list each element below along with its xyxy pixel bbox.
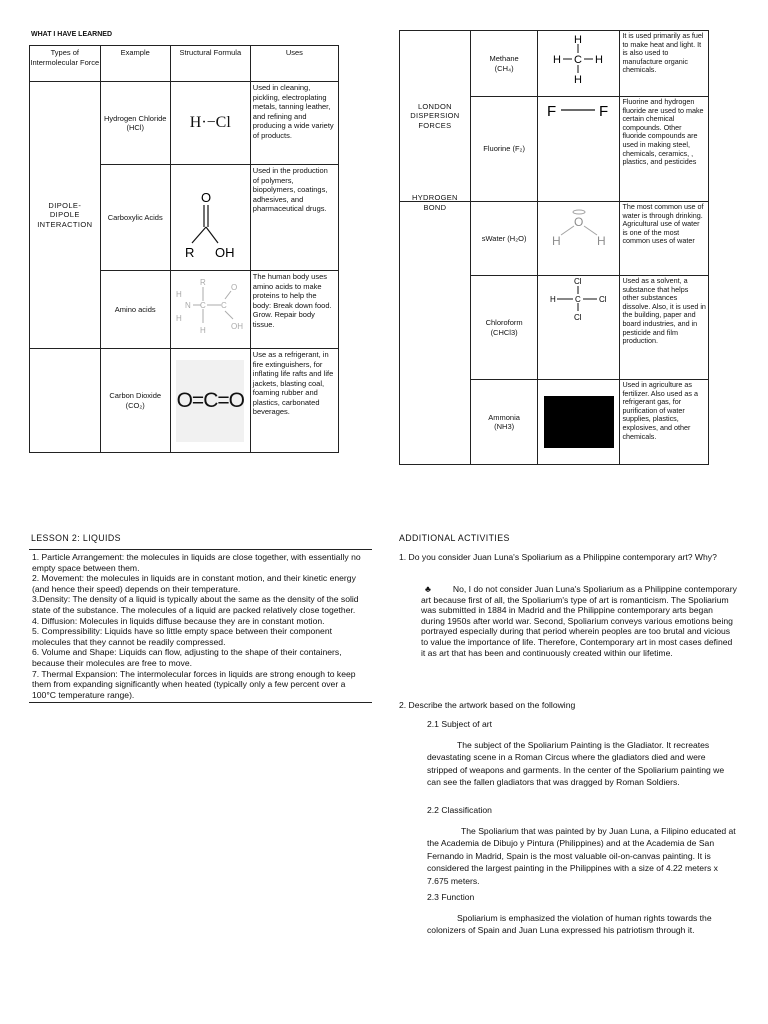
- atom-label: H: [552, 54, 561, 66]
- example-carboxylic-acids: Carboxylic Acids: [100, 165, 170, 271]
- header-type: Types of Intermolecular Force: [30, 46, 101, 82]
- subsection-2-2: [427, 805, 737, 888]
- subsection-text: The subject of the Spoliarium Painting is the Gladiator. It recreates devastating scene in a Roman Circus where the gladiators died and were stripped of weapons and garments. In the center of the Spoliarium painting we can see the fallen gladiators that was dragged by Roman Soldiers.: [427, 739, 725, 788]
- subsection-heading: 2.1 Subject of art: [427, 719, 492, 729]
- example-fluorine: Fluorine (F₂): [470, 97, 538, 202]
- atom-label: H: [549, 295, 556, 304]
- section-title: WHAT I HAVE LEARNED: [31, 31, 113, 38]
- subsection-heading: 2.2 Classification: [427, 805, 492, 815]
- additional-activities-title: ADDITIONAL ACTIVITIES: [399, 533, 510, 543]
- list-item: 5. Compressibility: Liquids have so little empty space between their component molecules that they cannot be readily compressed.: [32, 626, 332, 647]
- atom-label: H: [573, 34, 582, 46]
- example-water: sWater (H₂O): [470, 202, 538, 276]
- atom-label: O: [230, 283, 238, 292]
- atom-label: O: [573, 215, 584, 229]
- subsection-text: Spoliarium is emphasized the violation of human rights towards the colonizers of Spain and Juan Luna expressed his patriotism through it.: [427, 912, 712, 936]
- lesson-liquids-box: [29, 549, 372, 703]
- atom-label: C: [220, 301, 227, 310]
- formula-water: [538, 202, 620, 276]
- atom-label: O: [200, 190, 211, 205]
- atom-label: H: [175, 290, 182, 299]
- formula-methane: [538, 31, 620, 97]
- group-dipole-dipole: DIPOLE- DIPOLE INTERACTION: [30, 82, 101, 349]
- atom-label: R: [184, 245, 195, 260]
- atom-label: C: [573, 54, 582, 66]
- uses-methane: It is used primarily as fuel to make heat and light. It is also used to manufacture organic chemicals.: [620, 31, 709, 97]
- uses-fluorine: Fluorine and hydrogen fluoride are used to make certain chemical compounds. Other fluoride compounds are used in making steel, chemicals, ceramics, , plastics, and pesticides: [620, 97, 709, 202]
- atom-label: H: [596, 234, 606, 248]
- list-item: 3.Density: The density of a liquid is typically about the same as the density of the solid state of the substance. The molecules of a liquid are packed relatively close together.: [32, 594, 359, 615]
- club-bullet-icon: ♣: [425, 584, 431, 594]
- list-item: 7. Thermal Expansion: The intermolecular forces in liquids are strong enough to keep them from expanding significantly when heated (typically only a few percent over a 100°C temperature range).: [32, 668, 356, 700]
- list-item: 6. Volume and Shape: Liquids can flow, adjusting to the shape of their containers, because their molecules are free to move.: [32, 647, 342, 668]
- atom-label: Cl: [598, 295, 607, 304]
- atom-label: OH: [230, 322, 243, 331]
- uses-carboxylic-acids: Used in the production of polymers, biopolymers, coatings, adhesives, and pharmaceutical drugs.: [250, 165, 338, 271]
- formula-fluorine: [538, 97, 620, 202]
- answer-1: [421, 584, 737, 658]
- question-1: 1. Do you consider Juan Luna's Spoliarium as a Philippine contemporary art? Why?: [399, 552, 717, 562]
- example-carbon-dioxide: Carbon Dioxide (CO₂): [100, 349, 170, 453]
- atom-label: F: [546, 103, 557, 120]
- lesson-title: LESSON 2: LIQUIDS: [31, 533, 121, 543]
- atom-label: Cl: [573, 313, 582, 322]
- list-item: 4. Diffusion: Molecules in liquids diffuse because they are in constant motion.: [32, 615, 325, 626]
- formula-amino-acid: [170, 271, 250, 349]
- ammonia-structure-image: [544, 396, 614, 448]
- intermolecular-table-right: [399, 30, 709, 465]
- header-example: Example: [100, 46, 170, 82]
- uses-carbon-dioxide: Use as a refrigerant, in fire extinguishers, for inflating life rafts and life jackets, blasting coal, foaming rubber and plastics, carbonated beverages.: [250, 349, 338, 453]
- amino-acid-structure: [171, 271, 250, 343]
- chloroform-structure: [539, 276, 619, 331]
- example-chloroform: Chloroform (CHCl3): [470, 276, 538, 380]
- list-item: 2. Movement: the molecules in liquids are in constant motion, and their kinetic energy (and hence their speed) depends on their temperature.: [32, 573, 356, 594]
- uses-ammonia: Used in agriculture as fertilizer. Also used as a refrigerant gas, for purification of water supplies, plastics, explosives, and other chemicals.: [620, 380, 709, 465]
- example-hcl: Hydrogen Chloride (HCl): [100, 82, 170, 165]
- formula-chloroform: [538, 276, 620, 380]
- atom-label: H: [594, 54, 603, 66]
- formula-hcl: H·−Cl: [170, 82, 250, 165]
- group-hydrogen-bond: HYDROGEN BOND: [400, 202, 471, 465]
- atom-label: H: [551, 234, 561, 248]
- intermolecular-table-left: [29, 45, 339, 453]
- subsection-2-1: [427, 719, 737, 789]
- header-structural-formula: Structural Formula: [170, 46, 250, 82]
- uses-amino-acids: The human body uses amino acids to make proteins to help the body: Break down food. Grow. Repair body tissue.: [250, 271, 338, 349]
- subsection-2-3: [427, 892, 737, 937]
- uses-water: The most common use of water is through drinking. Agricultural use of water is one of the most common uses of water: [620, 202, 709, 276]
- fluorine-structure: [539, 97, 619, 127]
- example-methane: Methane (CH₄): [470, 31, 538, 97]
- atom-label: C: [199, 301, 206, 310]
- atom-label: R: [199, 278, 206, 287]
- example-ammonia: Ammonia (NH3): [470, 380, 538, 465]
- formula-co2: O=C=O: [170, 349, 250, 453]
- atom-label: OH: [214, 245, 235, 260]
- atom-label: H: [175, 314, 182, 323]
- header-uses: Uses: [250, 46, 338, 82]
- group-london-dispersion: LONDON DISPERSION FORCES: [400, 31, 471, 202]
- atom-label: F: [598, 103, 609, 120]
- answer-1-text: No, I do not consider Juan Luna's Spoliarium as a Philippine contemporary art because first of all, the Spoliarium's type of art is romanticism. The Spoliarium was submitted in 1884 in Madrid and the Philippine contemporary arts began during 1950s after world war. Second, Spoliarium conveys various emotions being portrayed especially during that period wherein peoples are too brutal and vicious to value the importance of life. Therefore, Contemporary art in most cases defined it as art that has been and continuously created within our lifetime.: [421, 584, 737, 658]
- atom-label: H: [199, 326, 206, 335]
- group-empty: [30, 349, 101, 453]
- subsection-heading: 2.3 Function: [427, 892, 475, 902]
- uses-chloroform: Used as a solvent, a substance that helps other substances dissolve. Also, it is used in the building, paper and board industries, and in pesticide and film production.: [620, 276, 709, 380]
- formula-ammonia: [538, 380, 620, 465]
- atom-label: Cl: [573, 277, 582, 286]
- list-item: 1. Particle Arrangement: the molecules in liquids are close together, with essentially no empty space between them.: [32, 552, 361, 573]
- atom-label: H: [573, 74, 582, 86]
- question-2: 2. Describe the artwork based on the following: [399, 700, 576, 710]
- subsection-text: The Spoliarium that was painted by by Juan Luna, a Filipino educated at the Academia de Dibujo y Pintura (Philippines) and at the Academia de San Fernando in Madrid, Spain is the most valuable oil-on-canvas painting. It is considered the largest painting in the Philippines with a size of 4.22 meters x 7.675 meters.: [427, 825, 736, 886]
- atom-label: C: [574, 295, 581, 304]
- formula-carboxylic-acid: [170, 165, 250, 271]
- example-amino-acids: Amino acids: [100, 271, 170, 349]
- atom-label: N: [184, 301, 191, 310]
- uses-hcl: Used in cleaning, pickling, electroplating metals, tanning leather, and refining and producing a wide variety of products.: [250, 82, 338, 165]
- carboxylic-acid-structure: [171, 165, 250, 265]
- methane-structure: [539, 31, 619, 91]
- water-structure: [539, 202, 619, 270]
